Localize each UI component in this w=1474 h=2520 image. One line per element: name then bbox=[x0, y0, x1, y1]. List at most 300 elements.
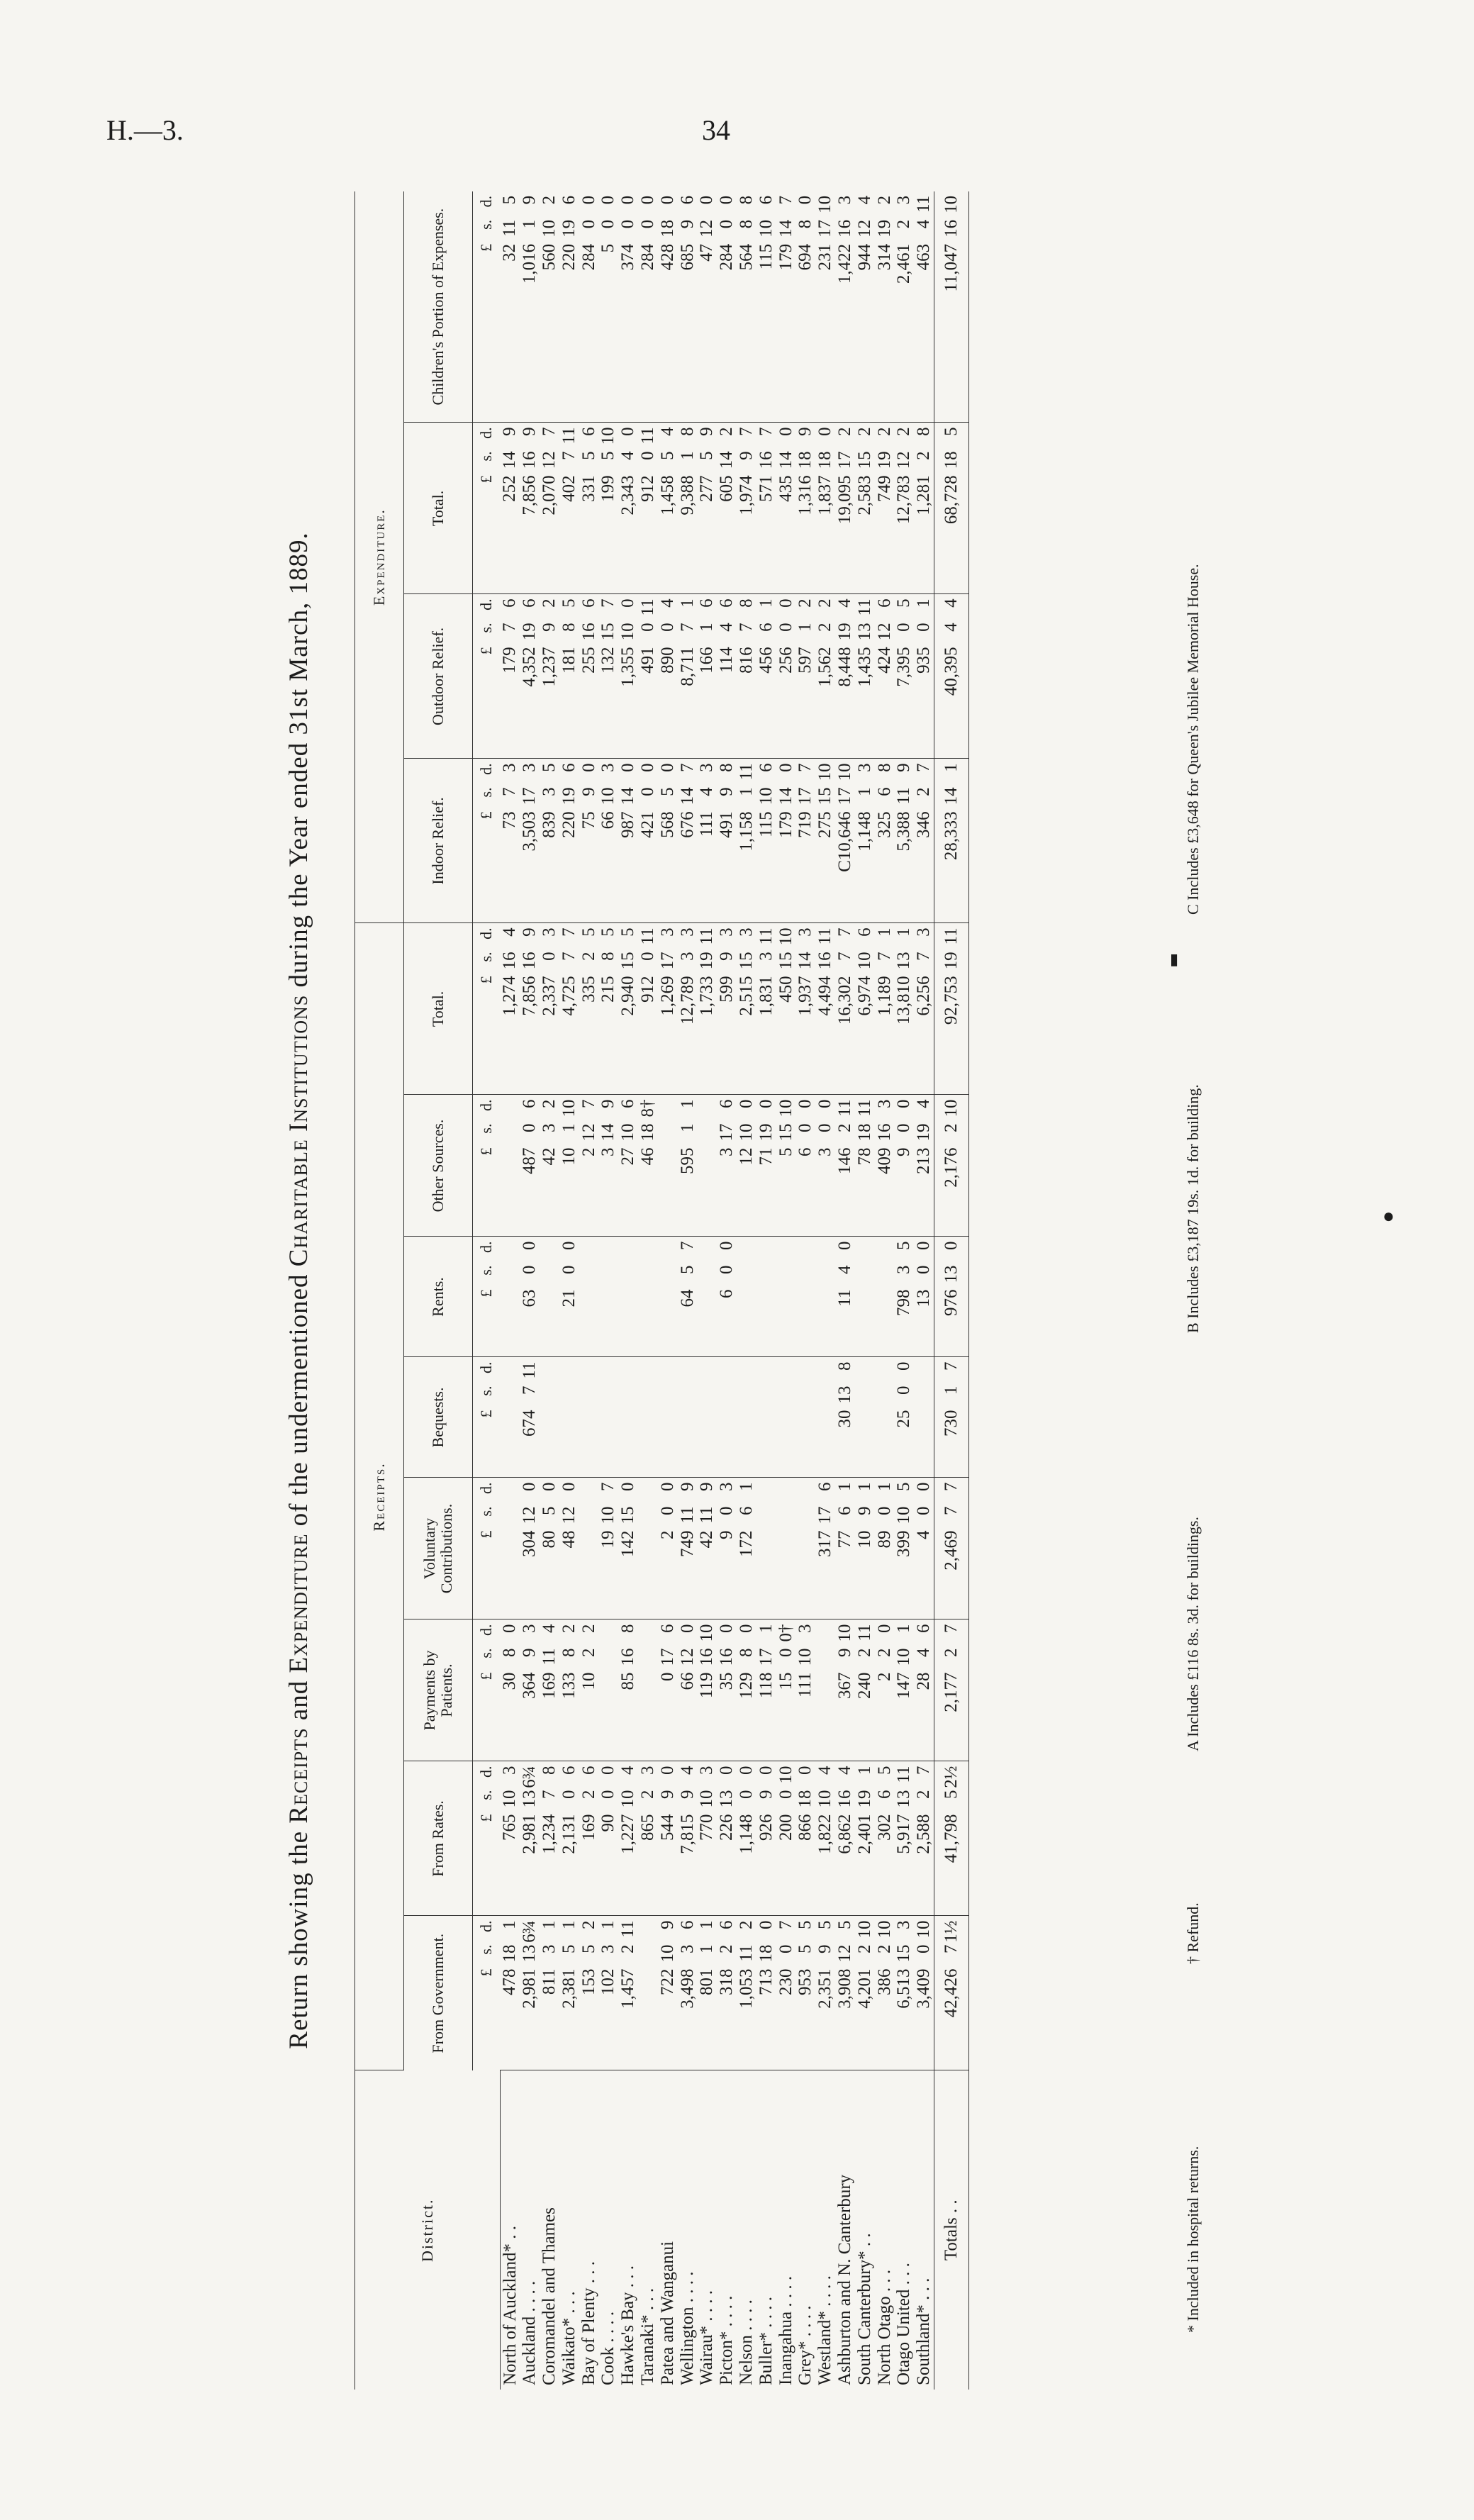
district-name: Hawke's Bay . . . bbox=[618, 2265, 638, 2385]
amount-cell-shillings: 5 bbox=[677, 1265, 697, 1274]
amount-cell-pence: 0 bbox=[874, 1624, 894, 1633]
col-header-voluntary-contributions: Voluntary Contributions. bbox=[404, 1478, 473, 1619]
amount-cell-pounds: 1,458 bbox=[657, 475, 677, 515]
amount-cell-pounds: 935 bbox=[914, 647, 934, 674]
amount-cell-pence: 0 bbox=[776, 763, 795, 772]
amount-cell-pounds: 166 bbox=[697, 647, 717, 674]
amount-cell bbox=[520, 1478, 540, 1619]
amount-cell bbox=[815, 759, 835, 923]
amount-cell bbox=[756, 759, 776, 923]
amount-cell-shillings: 0 bbox=[638, 219, 658, 229]
amount-cell-pence: 2 bbox=[815, 598, 835, 608]
amount-cell-shillings: 8 bbox=[598, 952, 618, 961]
amount-cell bbox=[875, 423, 895, 594]
amount-cell-pence: 10 bbox=[854, 1920, 874, 1939]
amount-cell-pence: 2 bbox=[540, 598, 559, 608]
amount-cell-pence: 6 bbox=[657, 1624, 677, 1633]
amount-cell-pounds: 3 bbox=[717, 1147, 737, 1156]
unit-pounds: £ bbox=[477, 976, 495, 984]
amount-cell-pence: 3 bbox=[520, 763, 540, 772]
amount-cell bbox=[520, 1761, 540, 1916]
amount-cell bbox=[776, 1478, 796, 1619]
amount-cell bbox=[756, 191, 776, 423]
unit-pence: d. bbox=[477, 927, 495, 940]
amount-cell bbox=[914, 1619, 934, 1761]
amount-cell-shillings: 13 bbox=[520, 1790, 540, 1808]
amount-cell-pounds: 169 bbox=[579, 1814, 598, 1841]
amount-cell-pounds: 1,053 bbox=[737, 1968, 756, 2009]
amount-cell bbox=[598, 1619, 618, 1761]
amount-cell-shillings: 18 bbox=[795, 1790, 815, 1808]
amount-cell bbox=[579, 1357, 599, 1478]
amount-cell-pence: 3 bbox=[737, 927, 756, 937]
amount-cell-pence: 10 bbox=[776, 1766, 795, 1784]
amount-cell-pence: 10 bbox=[815, 763, 835, 781]
amount-cell bbox=[658, 759, 678, 923]
amount-cell-pence: 9 bbox=[520, 427, 540, 436]
amount-cell-shillings: 0 bbox=[914, 623, 934, 632]
amount-cell bbox=[678, 423, 698, 594]
amount-cell-pence: 8 bbox=[618, 1624, 638, 1633]
amount-cell-shillings: 12 bbox=[894, 451, 914, 469]
unit-pence: d. bbox=[477, 763, 495, 775]
amount-cell-pounds: 89 bbox=[874, 1530, 894, 1549]
amount-cell-pounds: 118 bbox=[756, 1672, 776, 1699]
amount-cell-pence: 0 bbox=[598, 195, 618, 205]
amount-cell-pence: 7 bbox=[677, 763, 697, 772]
amount-cell-pounds: 8,448 bbox=[835, 647, 855, 687]
total-cell-pounds: 28,333 bbox=[942, 811, 961, 861]
amount-cell-shillings: 10 bbox=[697, 1790, 717, 1808]
amount-cell bbox=[756, 594, 776, 759]
amount-cell-shillings: 1 bbox=[697, 623, 717, 632]
amount-cell-pounds: 275 bbox=[815, 811, 835, 838]
amount-cell-shillings: 0 bbox=[638, 623, 658, 632]
amount-cell-pence: 2 bbox=[854, 427, 874, 436]
unit-pence: d. bbox=[477, 1482, 495, 1494]
amount-cell-pounds: 179 bbox=[776, 811, 795, 838]
amount-cell-pounds: 256 bbox=[776, 647, 795, 674]
amount-cell-pounds: 765 bbox=[500, 1814, 520, 1841]
amount-cell-pounds: 478 bbox=[500, 1968, 520, 1995]
table-row bbox=[540, 191, 559, 2390]
amount-cell-shillings: 17 bbox=[717, 1123, 737, 1142]
amount-cell-pounds: 7,856 bbox=[520, 976, 540, 1016]
amount-cell-pence: 10 bbox=[598, 427, 618, 445]
amount-cell-shillings: 9 bbox=[854, 1506, 874, 1515]
district-name: South Canterbury* . . bbox=[854, 2233, 874, 2385]
amount-cell bbox=[855, 191, 875, 423]
units-header-cell bbox=[473, 1761, 501, 1916]
amount-cell bbox=[658, 1619, 678, 1761]
amount-cell-shillings: 0 bbox=[559, 1265, 579, 1274]
amount-cell bbox=[658, 923, 678, 1095]
amount-cell-shillings: 5 bbox=[697, 451, 717, 460]
total-cell-shillings: 2 bbox=[942, 1648, 961, 1657]
amount-cell-pounds: 2,588 bbox=[914, 1814, 934, 1854]
amount-cell-pence: 0 bbox=[776, 598, 795, 608]
amount-cell-shillings: 4 bbox=[717, 623, 737, 632]
total-cell-pounds: 976 bbox=[942, 1289, 961, 1316]
amount-cell bbox=[894, 1619, 914, 1761]
amount-cell bbox=[500, 191, 520, 423]
amount-cell-pence: 5 bbox=[559, 598, 579, 608]
amount-cell bbox=[835, 1916, 855, 2070]
amount-cell-pence: 1 bbox=[559, 1920, 579, 1929]
amount-cell bbox=[875, 191, 895, 423]
amount-cell bbox=[697, 759, 717, 923]
amount-cell bbox=[598, 423, 618, 594]
amount-cell-pounds: 816 bbox=[737, 647, 756, 674]
amount-cell-shillings: 9 bbox=[835, 1648, 855, 1657]
amount-cell-pence: 11 bbox=[559, 427, 579, 445]
amount-cell bbox=[815, 1237, 835, 1357]
amount-cell-pounds: 85 bbox=[618, 1672, 638, 1690]
amount-cell-pence: 0 bbox=[914, 1482, 934, 1491]
amount-cell bbox=[579, 594, 599, 759]
amount-cell-shillings: 13 bbox=[894, 1790, 914, 1808]
amount-cell bbox=[678, 923, 698, 1095]
amount-cell-pounds: 102 bbox=[598, 1968, 618, 1995]
amount-cell-pence: 5 bbox=[894, 1482, 914, 1491]
amount-cell bbox=[756, 1478, 776, 1619]
unit-pence: d. bbox=[477, 1766, 495, 1778]
amount-cell-pence: 7 bbox=[737, 427, 756, 436]
footnotes bbox=[1184, 234, 1212, 2361]
amount-cell-pence: 10 bbox=[815, 195, 835, 213]
amount-cell-pounds: 568 bbox=[657, 811, 677, 838]
amount-cell bbox=[717, 1357, 737, 1478]
amount-cell bbox=[618, 423, 638, 594]
amount-cell bbox=[638, 423, 658, 594]
amount-cell-pounds: 6,862 bbox=[835, 1814, 855, 1854]
footnote-b: B Includes £3,187 19s. 1d. for building. bbox=[1184, 1084, 1202, 1333]
amount-cell-pounds: 12 bbox=[737, 1147, 756, 1166]
amount-cell-shillings: 2 bbox=[874, 1944, 894, 1953]
amount-cell-pence: 6 bbox=[717, 1920, 737, 1929]
amount-cell-pounds: 28 bbox=[914, 1672, 934, 1690]
table-row bbox=[598, 191, 618, 2390]
table-row bbox=[815, 191, 835, 2390]
amount-cell bbox=[795, 1237, 815, 1357]
amount-cell-pence: 6 bbox=[618, 1099, 638, 1108]
amount-cell-shillings: 14 bbox=[500, 451, 520, 469]
amount-cell bbox=[520, 423, 540, 594]
amount-cell-pounds: 597 bbox=[795, 647, 815, 674]
amount-cell bbox=[618, 594, 638, 759]
amount-cell bbox=[638, 1357, 658, 1478]
amount-cell bbox=[756, 1095, 776, 1237]
amount-cell-pence: 5 bbox=[815, 1920, 835, 1929]
amount-cell-pounds: 5 bbox=[776, 1147, 795, 1156]
amount-cell bbox=[914, 1357, 934, 1478]
amount-cell-shillings: 3 bbox=[540, 1123, 559, 1132]
amount-cell-pence: 9 bbox=[500, 427, 520, 436]
amount-cell-pence: 2 bbox=[835, 427, 855, 436]
amount-cell-pounds: 0 bbox=[657, 1672, 677, 1681]
amount-cell-shillings: 16 bbox=[500, 952, 520, 970]
amount-cell-shillings: 10 bbox=[737, 1123, 756, 1142]
amount-cell-pounds: 1,733 bbox=[697, 976, 717, 1016]
amount-cell-pence: 10 bbox=[776, 1099, 795, 1117]
amount-cell bbox=[540, 1478, 559, 1619]
amount-cell-pounds: 318 bbox=[717, 1968, 737, 1995]
amount-cell-shillings: 8 bbox=[737, 219, 756, 229]
amount-cell-pounds: 3,503 bbox=[520, 811, 540, 852]
amount-cell-shillings: 0 bbox=[638, 451, 658, 460]
unit-pounds: £ bbox=[477, 243, 495, 252]
amount-cell bbox=[717, 1916, 737, 2070]
amount-cell bbox=[697, 1619, 717, 1761]
amount-cell-pounds: 2,981 bbox=[520, 1968, 540, 2009]
amount-cell-pence: 11 bbox=[638, 598, 658, 616]
amount-cell bbox=[815, 1478, 835, 1619]
amount-cell-pounds: 2,131 bbox=[559, 1814, 579, 1854]
total-cell-pounds: 41,798 bbox=[942, 1814, 961, 1863]
amount-cell-pence: 2 bbox=[579, 1920, 598, 1929]
amount-cell bbox=[717, 1761, 737, 1916]
amount-cell bbox=[697, 1237, 717, 1357]
amount-cell-shillings: 2 bbox=[874, 1648, 894, 1657]
amount-cell-pence: 11 bbox=[835, 1099, 855, 1117]
rotated-return-table-page bbox=[284, 191, 1241, 2390]
amount-cell-shillings: 0 bbox=[894, 1123, 914, 1132]
amount-cell-pence: 6 bbox=[717, 1099, 737, 1108]
amount-cell-pounds: 199 bbox=[598, 475, 618, 502]
amount-cell-pence: 0 bbox=[618, 1482, 638, 1491]
amount-cell-pounds: 713 bbox=[756, 1968, 776, 1995]
amount-cell bbox=[914, 1237, 934, 1357]
amount-cell-shillings: 0 bbox=[559, 1790, 579, 1799]
district-name: Westland* . . . . bbox=[815, 2275, 835, 2385]
amount-cell-pounds: 213 bbox=[914, 1147, 934, 1174]
table-row bbox=[559, 191, 579, 2390]
amount-cell-pence: 6¾ bbox=[520, 1766, 540, 1788]
amount-cell bbox=[500, 423, 520, 594]
amount-cell-pounds: 424 bbox=[874, 647, 894, 674]
amount-cell-pounds: 1,831 bbox=[756, 976, 776, 1016]
amount-cell-shillings: 2 bbox=[894, 219, 914, 229]
total-cell bbox=[934, 191, 969, 423]
amount-cell bbox=[835, 923, 855, 1095]
amount-cell-shillings: 5 bbox=[579, 1944, 598, 1953]
amount-cell-pounds: 409 bbox=[874, 1147, 894, 1174]
amount-cell-pounds: 226 bbox=[717, 1814, 737, 1841]
amount-cell-pounds: 944 bbox=[854, 243, 874, 271]
amount-cell-shillings: 15 bbox=[854, 451, 874, 469]
amount-cell-shillings: 10 bbox=[500, 1790, 520, 1808]
amount-cell-pounds: 5,388 bbox=[894, 811, 914, 852]
amount-cell-pence: 0 bbox=[638, 195, 658, 205]
amount-cell bbox=[717, 1095, 737, 1237]
amount-cell bbox=[520, 594, 540, 759]
amount-cell bbox=[579, 1916, 599, 2070]
amount-cell-shillings: 9 bbox=[540, 623, 559, 632]
amount-cell-shillings: 3 bbox=[540, 787, 559, 796]
amount-cell-pence: 0 bbox=[697, 195, 717, 205]
amount-cell-shillings: 0 bbox=[874, 1506, 894, 1515]
total-cell-pence: 1 bbox=[942, 763, 961, 772]
amount-cell-pence: 1 bbox=[894, 927, 914, 937]
amount-cell-pence: 1 bbox=[677, 1099, 697, 1108]
amount-cell-shillings: 18 bbox=[657, 219, 677, 238]
amount-cell-pence: 7 bbox=[598, 1482, 618, 1491]
amount-cell-pence: 3 bbox=[717, 927, 737, 937]
amount-cell-pounds: 2,981 bbox=[520, 1814, 540, 1854]
amount-cell bbox=[678, 759, 698, 923]
amount-cell-pounds: 4,494 bbox=[815, 976, 835, 1016]
amount-cell-pence: 1 bbox=[894, 1624, 914, 1633]
amount-cell bbox=[875, 1916, 895, 2070]
amount-cell-shillings: 15 bbox=[737, 952, 756, 970]
amount-cell-shillings: 3 bbox=[756, 952, 776, 961]
unit-pounds: £ bbox=[477, 1530, 495, 1539]
col-header-bequests: Bequests. bbox=[404, 1357, 473, 1478]
amount-cell bbox=[500, 1357, 520, 1478]
amount-cell-pounds: 719 bbox=[795, 811, 815, 838]
amount-cell-pounds: 119 bbox=[697, 1672, 717, 1699]
amount-cell-shillings: 0 bbox=[914, 1265, 934, 1274]
table-row bbox=[855, 191, 875, 2390]
amount-cell bbox=[894, 1916, 914, 2070]
amount-cell-shillings: 9 bbox=[815, 1944, 835, 1953]
amount-cell-pence: 6 bbox=[756, 195, 776, 205]
amount-cell bbox=[776, 923, 796, 1095]
total-cell-shillings: 4 bbox=[942, 623, 961, 632]
amount-cell-pence: 6 bbox=[677, 195, 697, 205]
amount-cell-shillings: 8 bbox=[500, 1648, 520, 1657]
amount-cell-pence: 6 bbox=[579, 598, 598, 608]
amount-cell-shillings: 3 bbox=[540, 1944, 559, 1953]
amount-cell-pounds: 890 bbox=[657, 647, 677, 674]
amount-cell bbox=[579, 1761, 599, 1916]
amount-cell bbox=[658, 1761, 678, 1916]
amount-cell-pounds: 564 bbox=[737, 243, 756, 271]
total-cell-pounds: 730 bbox=[942, 1410, 961, 1437]
amount-cell-shillings: 9 bbox=[677, 1790, 697, 1799]
title-receipts: Receipts bbox=[284, 1727, 313, 1824]
footnote-hospital-returns: * Included in hospital returns. bbox=[1184, 2146, 1202, 2333]
total-cell bbox=[934, 1095, 969, 1237]
amount-cell-pence: 3 bbox=[795, 1624, 815, 1633]
amount-cell-pence: 6 bbox=[520, 598, 540, 608]
amount-cell-pence: 10 bbox=[697, 1624, 717, 1642]
amount-cell bbox=[598, 1916, 618, 2070]
amount-cell-pounds: 1,269 bbox=[657, 976, 677, 1016]
amount-cell-shillings: 11 bbox=[677, 1506, 697, 1524]
amount-cell-shillings: 17 bbox=[756, 1648, 776, 1666]
amount-cell-pence: 0 bbox=[500, 1624, 520, 1633]
units-header-cell bbox=[473, 594, 501, 759]
amount-cell-pounds: 1,281 bbox=[914, 475, 934, 515]
amount-cell-shillings: 1 bbox=[697, 1944, 717, 1953]
amount-cell bbox=[678, 1237, 698, 1357]
amount-cell-pounds: 30 bbox=[835, 1410, 855, 1428]
amount-cell-pence: 9 bbox=[520, 927, 540, 937]
unit-shillings: s. bbox=[477, 219, 495, 230]
amount-cell-pounds: 147 bbox=[894, 1672, 914, 1699]
amount-cell bbox=[835, 1478, 855, 1619]
expenditure-group-header: Expenditure. bbox=[355, 191, 404, 923]
amount-cell-pence: 11 bbox=[737, 763, 756, 781]
amount-cell bbox=[855, 1095, 875, 1237]
amount-cell-pence: 3 bbox=[894, 195, 914, 205]
col-header-from-rates: From Rates. bbox=[404, 1761, 473, 1916]
amount-cell-pounds: 11 bbox=[835, 1289, 855, 1307]
amount-cell-pence: 6 bbox=[559, 195, 579, 205]
amount-cell-pounds: 304 bbox=[520, 1530, 540, 1557]
amount-cell-shillings: 7 bbox=[914, 952, 934, 961]
amount-cell-shillings: 1 bbox=[520, 219, 540, 229]
amount-cell-pounds: 1,837 bbox=[815, 475, 835, 515]
amount-cell-shillings: 0 bbox=[717, 219, 737, 229]
amount-cell bbox=[875, 594, 895, 759]
amount-cell-shillings: 6 bbox=[874, 787, 894, 796]
amount-cell bbox=[717, 1619, 737, 1761]
amount-cell-pounds: 6,513 bbox=[894, 1968, 914, 2009]
amount-cell bbox=[756, 1357, 776, 1478]
amount-cell bbox=[835, 1237, 855, 1357]
amount-cell bbox=[835, 759, 855, 923]
amount-cell bbox=[875, 1357, 895, 1478]
total-cell-shillings: 13 bbox=[942, 1265, 961, 1283]
amount-cell-shillings: 5 bbox=[795, 1944, 815, 1953]
amount-cell bbox=[697, 1357, 717, 1478]
amount-cell bbox=[540, 1619, 559, 1761]
col-header-receipts-total: Total. bbox=[404, 923, 473, 1095]
amount-cell-pounds: 364 bbox=[520, 1672, 540, 1699]
amount-cell-shillings: 5 bbox=[657, 787, 677, 796]
amount-cell-shillings: 10 bbox=[598, 787, 618, 805]
amount-cell-pounds: 694 bbox=[795, 243, 815, 271]
table-row bbox=[717, 191, 737, 2390]
unit-pence: d. bbox=[477, 195, 495, 208]
amount-cell bbox=[776, 1095, 796, 1237]
amount-cell-pounds: 277 bbox=[697, 475, 717, 502]
amount-cell bbox=[875, 1619, 895, 1761]
unit-pounds: £ bbox=[477, 1289, 495, 1298]
amount-cell bbox=[737, 423, 756, 594]
amount-cell-shillings: 10 bbox=[894, 1648, 914, 1666]
amount-cell bbox=[815, 1761, 835, 1916]
page-reference: H.—3. bbox=[106, 114, 184, 146]
table-row bbox=[618, 191, 638, 2390]
amount-cell bbox=[520, 1916, 540, 2070]
amount-cell-shillings: 12 bbox=[520, 1506, 540, 1524]
amount-cell-shillings: 0 bbox=[638, 787, 658, 796]
amount-cell-shillings: 0 bbox=[776, 1790, 795, 1799]
amount-cell bbox=[737, 1916, 756, 2070]
amount-cell bbox=[697, 423, 717, 594]
amount-cell-pence: 9 bbox=[598, 1099, 618, 1108]
unit-pounds: £ bbox=[477, 811, 495, 820]
amount-cell-pence: 2 bbox=[874, 195, 894, 205]
amount-cell-pounds: C10,646 bbox=[835, 811, 855, 872]
amount-cell-pence: 0 bbox=[795, 1099, 815, 1108]
amount-cell bbox=[776, 1761, 796, 1916]
amount-cell-pounds: 19 bbox=[598, 1530, 618, 1549]
amount-cell-pence: 3 bbox=[894, 1920, 914, 1929]
amount-cell-shillings: 6 bbox=[737, 1506, 756, 1515]
amount-cell-pounds: 450 bbox=[776, 976, 795, 1003]
amount-cell-shillings: 16 bbox=[697, 1648, 717, 1666]
amount-cell-pounds: 230 bbox=[776, 1968, 795, 1995]
amount-cell-pounds: 7,395 bbox=[894, 647, 914, 687]
amount-cell-pounds: 1,974 bbox=[737, 475, 756, 515]
amount-cell-shillings: 0 bbox=[657, 1506, 677, 1515]
amount-cell-pence: 2 bbox=[874, 427, 894, 436]
amount-cell-pounds: 544 bbox=[657, 1814, 677, 1841]
